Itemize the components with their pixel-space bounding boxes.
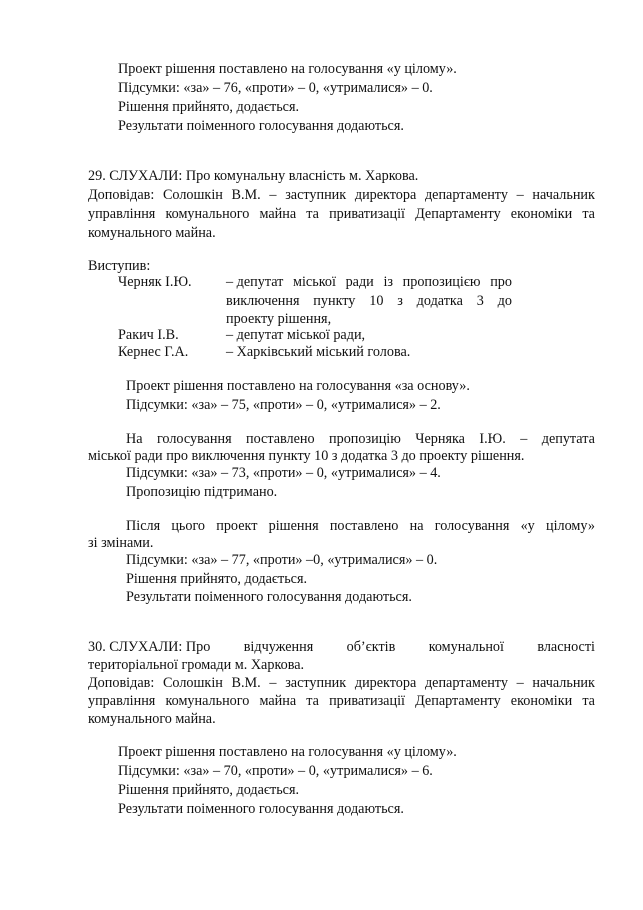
word: майна [259,206,297,222]
word: про [490,274,512,290]
word: Черняка [415,431,465,447]
item-30-heading-line-1 [88,638,595,656]
item-30-reporter-line-3: комунального майна. [88,711,216,727]
word: «у [520,518,535,534]
word: управління [88,693,156,709]
word: В.М. [231,675,261,691]
item-30-heading-line-2: територіальної громади м. Харкова. [88,657,305,673]
after-changes-result: Підсумки: «за» – 77, «проти» –0, «утрималися» – 0. [126,552,438,568]
speaker-1-role-line-1 [226,273,512,291]
word: приватизації [329,693,405,709]
speaker-3-name: Кернес Г.А. [118,344,189,360]
after-changes-line-1 [126,517,595,535]
speaker-1-role-line-3: проекту рішення, [226,311,332,327]
word: департаменту [424,187,508,203]
word: пункту [313,293,356,309]
item-30-results-attached: Результати поіменного голосування додаються. [118,801,404,817]
proposal-line-1 [126,430,595,448]
speaker-2-role: – депутат міської ради, [226,327,366,343]
vote-basis-text: Проект рішення поставлено на голосування «за основу». [126,378,470,394]
word: майна [259,693,297,709]
word: поставлено [329,518,399,534]
word: та [306,206,319,222]
speakers-label: Виступив: [88,258,151,274]
word: економіки [510,693,573,709]
word: приватизації [329,206,405,222]
speaker-2-name: Ракич І.В. [118,327,179,343]
word: депутата [541,431,595,447]
word: І.Ю. [479,431,506,447]
word: В.М. [231,187,261,203]
word: об’єктів [346,639,396,655]
word: із [383,274,393,290]
word: виключення [226,293,300,309]
word: голосування [156,431,232,447]
word: 30. СЛУХАЛИ: Про [88,639,211,655]
word: рішення [268,518,319,534]
item-29-reporter-line-3: комунального майна. [88,225,216,241]
word: комунальної [428,639,504,655]
after-changes-line-2: зі змінами. [88,535,154,551]
word: міської [293,274,336,290]
word: комунального [165,693,250,709]
word: пропозицію [329,431,401,447]
word: – [520,431,528,447]
after-changes-results-attached: Результати поіменного голосування додаються. [126,589,412,605]
word: заступник [285,675,347,691]
word: управління [88,206,156,222]
item-29-reporter-line-2 [88,205,595,223]
item-29-heading: 29. СЛУХАЛИ: Про комунальну власність м. Харкова. [88,168,419,184]
word: 3 [476,293,484,309]
word: Солошкін [162,675,223,691]
vote-basis-result: Підсумки: «за» – 75, «проти» – 0, «утрималися» – 2. [126,397,441,413]
item-30-reporter-line-1 [88,674,595,692]
speaker-3-role: – Харківський міський голова. [226,344,411,360]
word: Доповідав: [88,675,155,691]
word: директора [354,187,417,203]
word: Доповідав: [88,187,155,203]
item-30-accepted: Рішення прийнято, додається. [118,782,300,798]
item-29-reporter-line-1 [88,186,595,204]
item-30-vote-result: Підсумки: «за» – 70, «проти» – 0, «утрималися» – 6. [118,763,433,779]
word: 10 [369,293,384,309]
word: економіки [510,206,573,222]
speaker-1-name: Черняк І.Ю. [118,274,192,290]
word: цього [171,518,206,534]
word: голосування [434,518,510,534]
word: та [306,693,319,709]
word: з [397,293,403,309]
word: – депутат [226,274,284,290]
word: та [582,206,595,222]
word: заступник [285,187,347,203]
word: відчуження [243,639,314,655]
word: директора [354,675,417,691]
word: пропозицією [402,274,481,290]
results-attached-text: Результати поіменного голосування додаються. [118,118,404,134]
decision-accepted-text: Рішення прийнято, додається. [118,99,300,115]
word: додатка [416,293,463,309]
word: департаменту [424,675,508,691]
vote-whole-text: Проект рішення поставлено на голосування «у цілому». [118,61,457,77]
word: Департаменту [415,693,501,709]
item-30-vote-text: Проект рішення поставлено на голосування «у цілому». [118,744,457,760]
word: проект [216,518,258,534]
word: ради [345,274,374,290]
speaker-1-role-line-2 [226,292,512,310]
word: – [269,675,277,691]
proposal-line-2: міської ради про виключення пункту 10 з додатка 3 до проекту рішення. [88,448,525,464]
after-changes-accepted: Рішення прийнято, додається. [126,571,308,587]
word: поставлено [246,431,315,447]
word: – [269,187,277,203]
word: на [409,518,424,534]
word: до [497,293,512,309]
word: начальник [532,187,595,203]
word: комунального [165,206,250,222]
word: – [516,675,524,691]
word: Солошкін [162,187,223,203]
item-30-reporter-line-2 [88,692,595,710]
proposal-supported: Пропозицію підтримано. [126,484,278,500]
word: та [582,693,595,709]
word: цілому» [545,518,595,534]
word: Департаменту [415,206,501,222]
word: На [126,431,143,447]
vote-result-text: Підсумки: «за» – 76, «проти» – 0, «утрималися» – 0. [118,80,433,96]
word: – [516,187,524,203]
word: Після [126,518,161,534]
word: начальник [532,675,595,691]
word: власності [537,639,595,655]
proposal-result: Підсумки: «за» – 73, «проти» – 0, «утрималися» – 4. [126,465,441,481]
